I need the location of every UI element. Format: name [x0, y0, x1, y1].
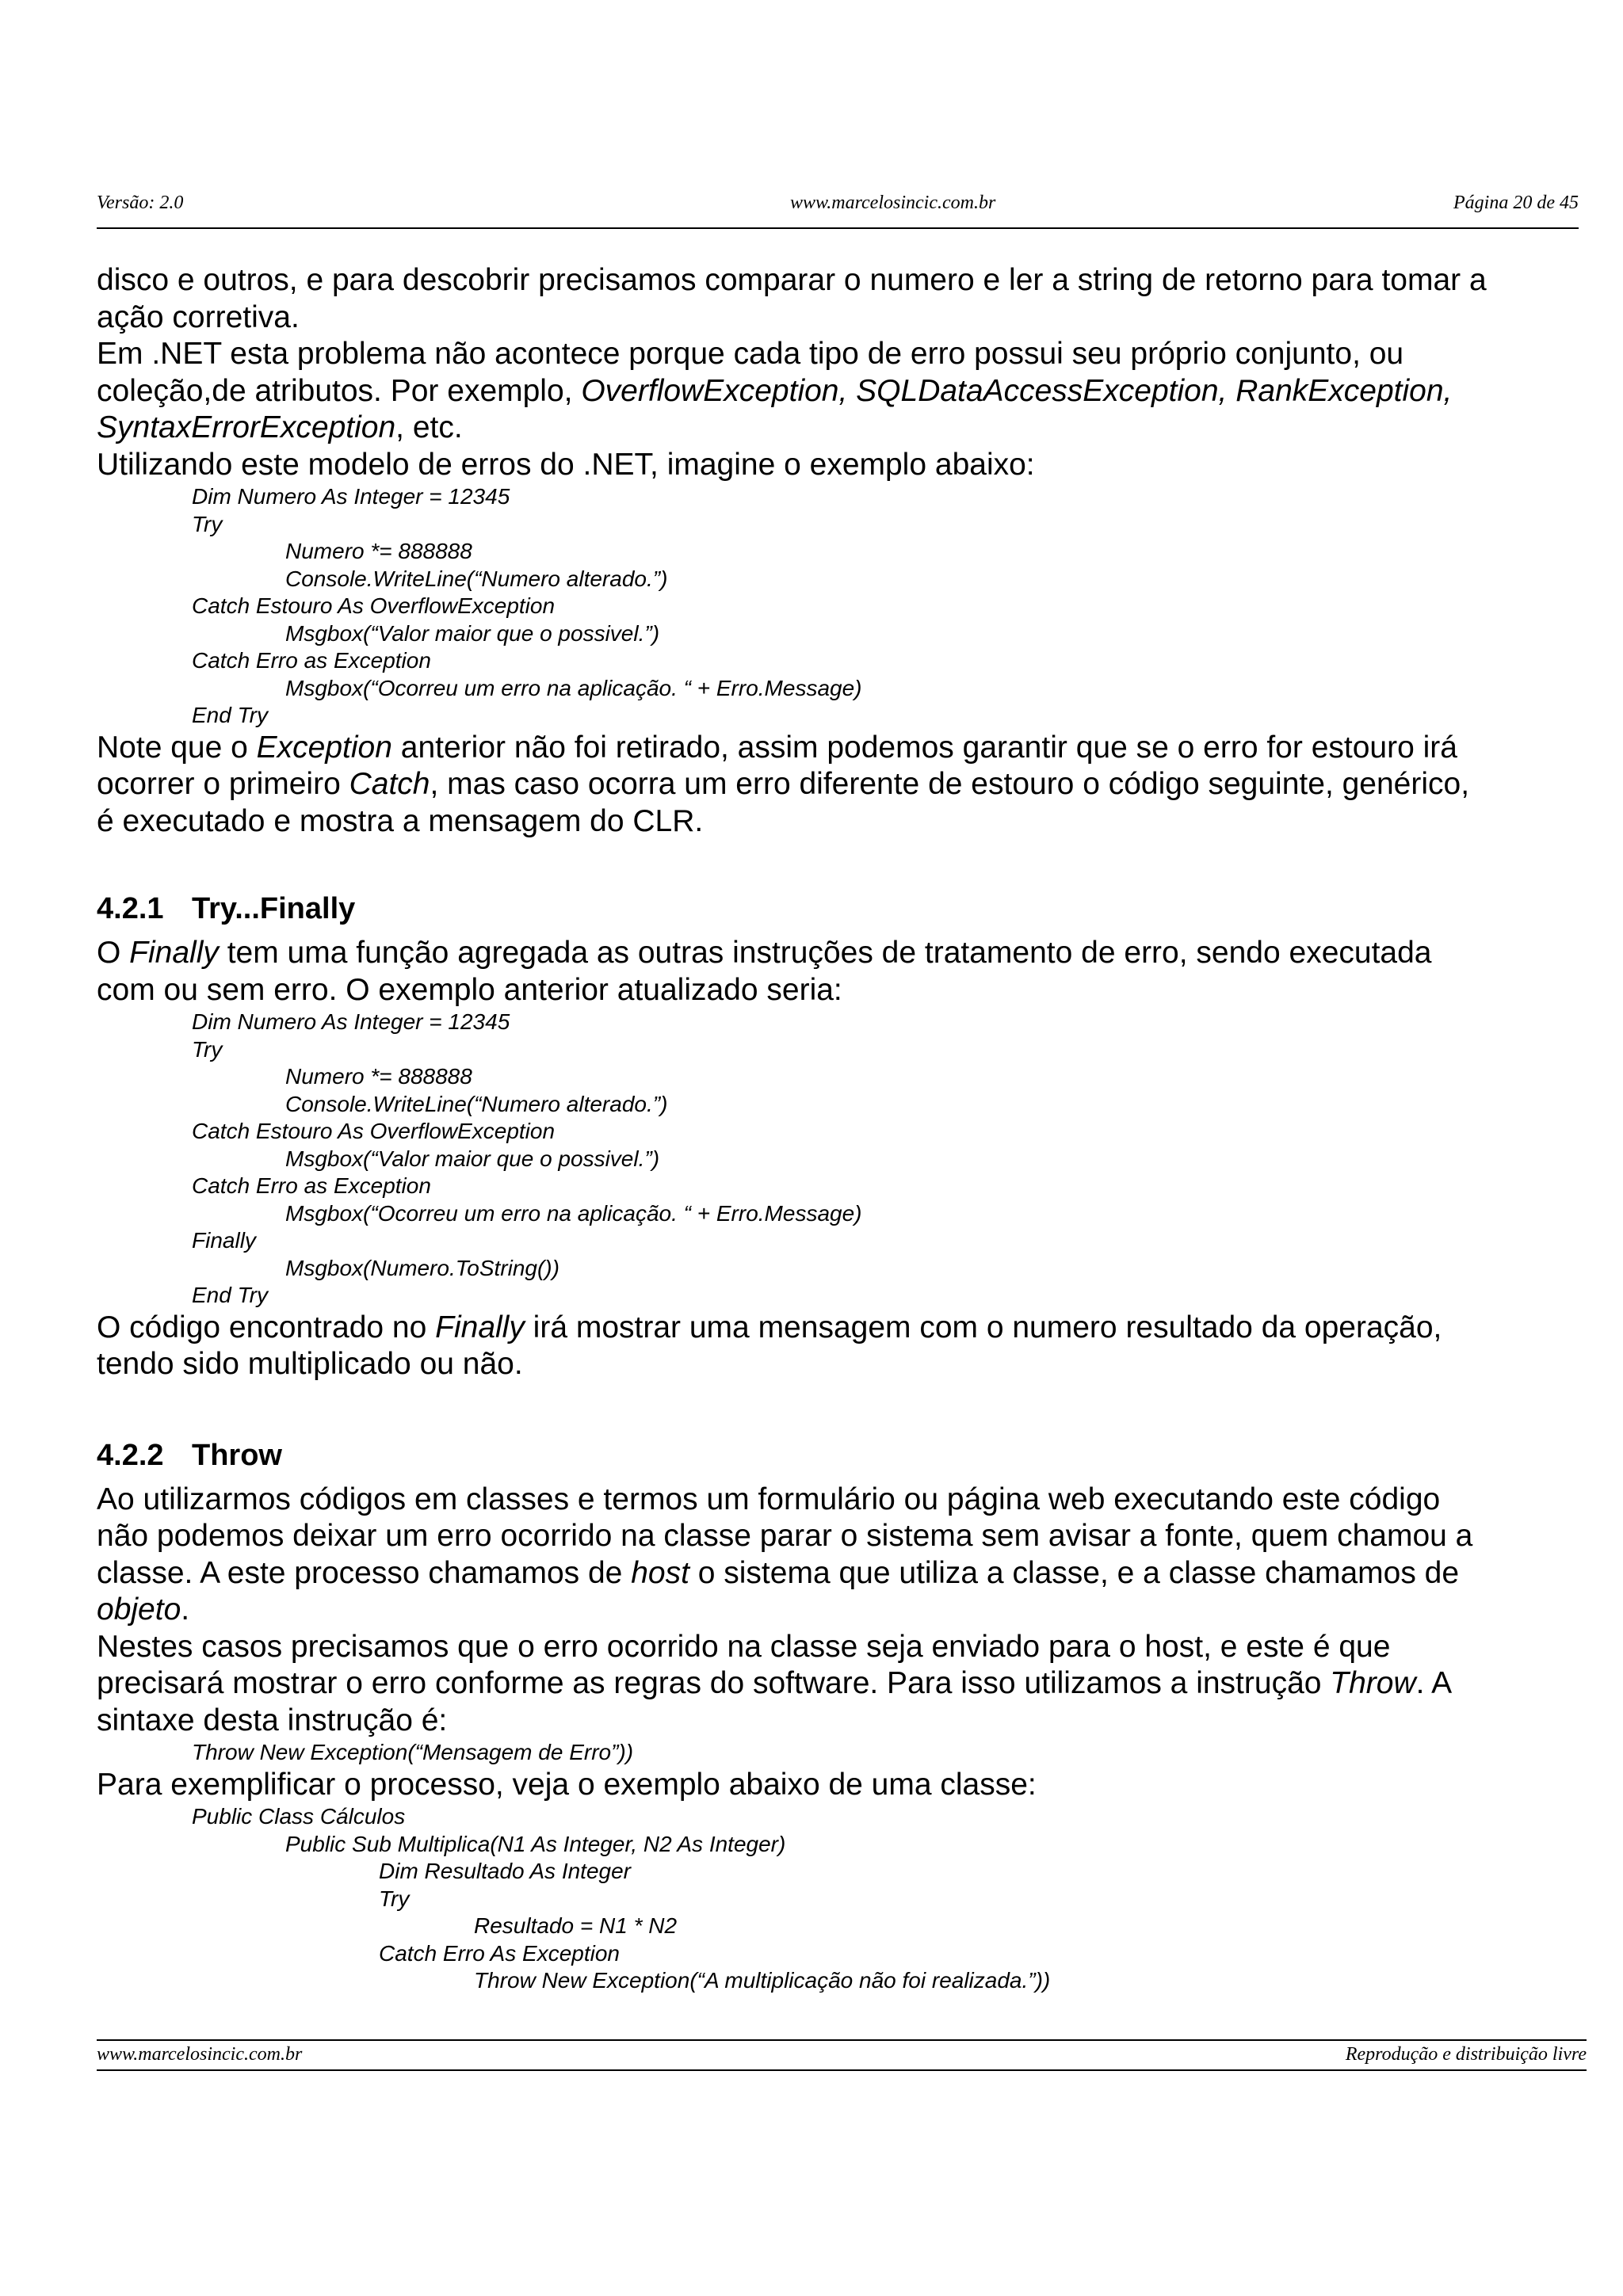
code-line: Catch Estouro As OverflowException	[192, 593, 556, 618]
paragraph-line: não podemos deixar um erro ocorrido na classe parar o sistema sem avisar a fonte, quem chamou a	[97, 1519, 1473, 1553]
code-line: Try	[192, 1036, 223, 1062]
section-title: Throw	[192, 1438, 282, 1472]
footer-license: Reprodução e distribuição livre	[1345, 2044, 1587, 2065]
code-line: Numero *= 888888	[285, 1064, 472, 1089]
page-footer	[97, 2039, 1587, 2071]
code-line: Catch Erro as Exception	[192, 1173, 431, 1198]
code-block-1	[97, 483, 1587, 730]
paragraph-line: precisará mostrar o erro conforme as regras do software. Para isso utilizamos a instrução Throw. A	[97, 1666, 1453, 1700]
paragraph-line: é executado e mostra a mensagem do CLR.	[97, 803, 704, 838]
code-line: Public Class Cálculos	[192, 1804, 406, 1829]
section-number: 4.2.1	[97, 892, 164, 925]
paragraph-line: ocorrer o primeiro Catch, mas caso ocorra um erro diferente de estouro o código seguinte, genérico,	[97, 767, 1470, 801]
section-title: Try...Finally	[192, 892, 356, 925]
code-line: Catch Erro As Exception	[379, 1940, 620, 1966]
paragraph-line: SyntaxErrorException, etc.	[97, 410, 463, 444]
paragraph-line: com ou sem erro. O exemplo anterior atualizado seria:	[97, 972, 842, 1007]
paragraph-line: Utilizando este modelo de erros do .NET, imagine o exemplo abaixo:	[97, 447, 1035, 482]
code-line: Catch Estouro As OverflowException	[192, 1119, 556, 1143]
paragraph-line: tendo sido multiplicado ou não.	[97, 1347, 523, 1381]
code-line: Throw New Exception(“A multiplicação não foi realizada.”))	[474, 1968, 1051, 1993]
paragraph-line: Para exemplificar o processo, veja o exemplo abaixo de uma classe:	[97, 1767, 1037, 1802]
page-content	[97, 262, 1587, 1995]
paragraph-line: O código encontrado no Finally irá mostrar uma mensagem com o numero resultado da operação,	[97, 1310, 1442, 1344]
code-line: Numero *= 888888	[285, 539, 472, 563]
code-line: Catch Erro as Exception	[192, 648, 431, 673]
paragraph-line: Ao utilizarmos códigos em classes e termos um formulário ou página web executando este código	[97, 1482, 1441, 1516]
version-label: Versão: 2.0	[97, 193, 184, 213]
code-line: End Try	[192, 703, 268, 727]
code-line: Dim Numero As Integer = 12345	[192, 1009, 510, 1034]
header-site-url: www.marcelosincic.com.br	[790, 193, 996, 213]
page-number: Página 20 de 45	[1453, 193, 1579, 213]
code-line: Console.WriteLine(“Numero alterado.”)	[285, 1091, 668, 1116]
paragraph-line: Note que o Exception anterior não foi retirado, assim podemos garantir que se o erro for estouro irá	[97, 730, 1457, 765]
footer-site-url: www.marcelosincic.com.br	[97, 2044, 303, 2065]
code-line: Msgbox(“Valor maior que o possivel.”)	[285, 620, 660, 646]
code-line: Dim Resultado As Integer	[379, 1859, 631, 1883]
paragraph-line: sintaxe desta instrução é:	[97, 1703, 448, 1737]
paragraph-line: O Finally tem uma função agregada as outras instruções de tratamento de erro, sendo executada	[97, 936, 1432, 970]
code-line: Msgbox(“Valor maior que o possivel.”)	[285, 1146, 660, 1171]
code-line: Public Sub Multiplica(N1 As Integer, N2 As Integer)	[285, 1831, 786, 1856]
code-line: Msgbox(“Ocorreu um erro na aplicação. “ + Erro.Message)	[285, 675, 862, 700]
code-line: Msgbox(Numero.ToString())	[285, 1255, 559, 1280]
section-heading	[97, 1437, 1587, 1474]
code-line: Console.WriteLine(“Numero alterado.”)	[285, 566, 668, 591]
code-line: Try	[192, 511, 223, 536]
paragraph-line: ação corretiva.	[97, 299, 300, 334]
code-line: End Try	[192, 1283, 268, 1307]
syntax-line: Throw New Exception(“Mensagem de Erro”))	[192, 1740, 634, 1764]
paragraph-line: Nestes casos precisamos que o erro ocorrido na classe seja enviado para o host, e este é que	[97, 1629, 1391, 1664]
code-line: Msgbox(“Ocorreu um erro na aplicação. “ + Erro.Message)	[285, 1200, 862, 1226]
code-block-3	[97, 1803, 1587, 1995]
paragraph-line: Em .NET esta problema não acontece porque cada tipo de erro possui seu próprio conjunto, ou	[97, 337, 1404, 371]
code-block-2	[97, 1009, 1587, 1310]
code-line: Finally	[192, 1228, 256, 1253]
section-number: 4.2.2	[97, 1438, 164, 1472]
paragraph-line: objeto.	[97, 1592, 190, 1627]
paragraph-line: classe. A este processo chamamos de host o sistema que utiliza a classe, e a classe chamamos de	[97, 1555, 1460, 1590]
section-heading	[97, 891, 1587, 927]
code-line: Try	[379, 1886, 410, 1911]
code-line: Dim Numero As Integer = 12345	[192, 484, 510, 509]
paragraph-line: coleção,de atributos. Por exemplo, OverflowException, SQLDataAccessException, RankException,	[97, 373, 1453, 408]
code-line: Resultado = N1 * N2	[474, 1913, 678, 1938]
paragraph-line: disco e outros, e para descobrir precisamos comparar o numero e ler a string de retorno para tomar a	[97, 263, 1487, 297]
page-header	[97, 191, 1579, 229]
